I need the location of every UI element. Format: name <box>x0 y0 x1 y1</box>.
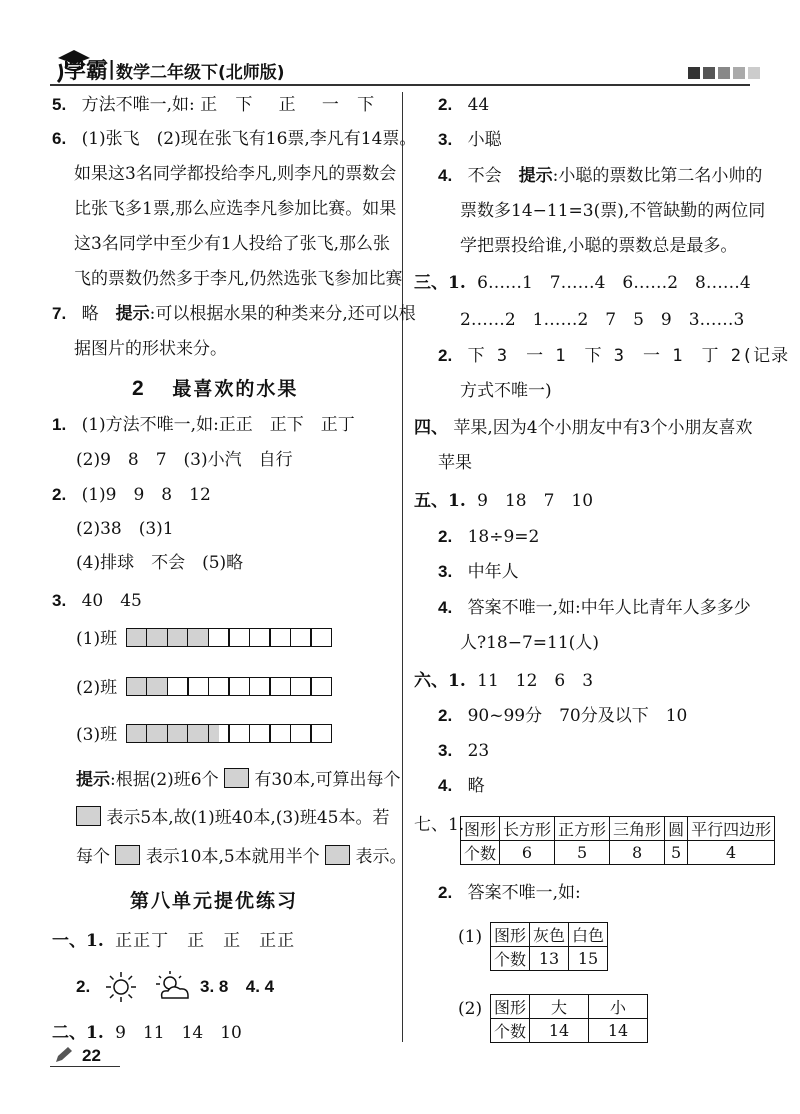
tally-marks: 正 下 正 一 下 <box>200 95 376 115</box>
table-cell: 4 <box>688 841 775 865</box>
class-1-label: (1)班 <box>76 629 118 649</box>
table-cell: 小 <box>589 995 648 1019</box>
bar-cell <box>146 724 168 743</box>
bar-cell <box>269 724 291 743</box>
unit-answer-2: 2. <box>76 977 91 996</box>
r-section-3-line: 2……2 1……2 7 5 9 3……3 <box>460 310 745 330</box>
table-cell: 个数 <box>491 1019 530 1043</box>
bar-cell <box>290 677 312 696</box>
bar-cell <box>187 628 209 647</box>
table-cell: 白色 <box>569 923 608 947</box>
unit-answer-3-4: 3. 8 4. 4 <box>200 977 275 996</box>
table-row <box>491 995 648 1019</box>
header-squares <box>688 67 760 79</box>
column-divider <box>402 92 403 1042</box>
pencil-icon <box>54 1046 74 1064</box>
s2-answer-2-line: (2)38 (3)1 <box>76 519 174 539</box>
table-cell: 三角形 <box>610 817 665 841</box>
header-square <box>733 67 745 79</box>
bar-cell-swatch <box>224 768 249 788</box>
r-section-6-answer-4: 4. 略 <box>438 776 485 796</box>
s2-answer-1-line: (2)9 8 7 (3)小汽 自行 <box>76 450 293 470</box>
bar-cell <box>249 677 271 696</box>
table-cell: 图形 <box>491 923 530 947</box>
bar-cell <box>310 724 332 743</box>
r-section-5-answer-4-line: 人?18−7=11(人) <box>460 633 599 653</box>
hint-line-3: 每个 表示10本,5本就用半个 表示。 <box>76 847 407 867</box>
table-cell: 个数 <box>461 841 500 865</box>
bar-cell <box>290 628 312 647</box>
table-2-label: (2) <box>458 999 483 1019</box>
r-answer-3: 3. 小聪 <box>438 130 502 150</box>
table-cell: 15 <box>569 947 608 971</box>
table-cell: 图形 <box>491 995 530 1019</box>
table-cell: 平行四边形 <box>688 817 775 841</box>
bar-cell <box>146 677 168 696</box>
r-answer-4: 4. 不会 提示:小聪的票数比第二名小帅的 <box>438 166 763 186</box>
r-section-5-answer-1: 五、1. 9 18 7 10 <box>414 491 594 511</box>
bar-cell <box>228 628 250 647</box>
bar-cell <box>208 677 230 696</box>
table-cell: 图形 <box>461 817 500 841</box>
header-square <box>718 67 730 79</box>
answer-6-line: 飞的票数仍然多于李凡,仍然选张飞参加比赛 <box>74 269 403 289</box>
page-number: 22 <box>82 1046 101 1065</box>
r-section-5-answer-4: 4. 答案不唯一,如:中年人比青年人多多少 <box>438 598 751 618</box>
header-square <box>688 67 700 79</box>
unit-8-title: 第八单元提优练习 <box>130 890 299 912</box>
footer-rule <box>50 1066 120 1067</box>
size-count-table <box>490 994 648 1043</box>
bar-cell <box>228 677 250 696</box>
r-answer-4-line: 学把票投给谁,小聪的票数总是最多。 <box>460 236 738 256</box>
bar-cell <box>167 628 189 647</box>
table-cell: 8 <box>610 841 665 865</box>
table-cell: 5 <box>555 841 610 865</box>
class-2-bar <box>127 677 332 696</box>
r-section-3-answer-2: 2. 下 3 一 1 下 3 一 1 丁 2(记录 <box>438 346 790 366</box>
table-cell: 长方形 <box>500 817 555 841</box>
header-square <box>703 67 715 79</box>
hint-line-2: 表示5本,故(1)班40本,(3)班45本。若 <box>76 806 389 829</box>
table-cell: 正方形 <box>555 817 610 841</box>
r-answer-2: 2. 44 <box>438 95 490 115</box>
r-section-4: 四、 苹果,因为4个小朋友中有3个小朋友喜欢 <box>414 418 753 438</box>
class-3-bar <box>127 724 332 743</box>
r-section-5-answer-3: 3. 中年人 <box>438 562 519 582</box>
header-square <box>748 67 760 79</box>
color-count-table <box>490 922 608 971</box>
class-1-bar <box>127 628 332 647</box>
bar-cell <box>126 677 148 696</box>
answer-6: 6. (1)张飞 (2)现在张飞有16票,李凡有14票。 <box>52 129 417 149</box>
bar-cell <box>249 628 271 647</box>
table-row <box>491 1019 648 1043</box>
table-cell: 5 <box>665 841 688 865</box>
unit-answer-1: 一、1. 正正丁 正 正 正正 <box>52 931 296 951</box>
table-cell: 13 <box>530 947 569 971</box>
bar-cell <box>269 628 291 647</box>
table-cell: 圆 <box>665 817 688 841</box>
bar-cell <box>187 724 209 743</box>
r-section-6-answer-2: 2. 90~99分 70分及以下 10 <box>438 706 688 726</box>
s2-answer-1: 1. (1)方法不唯一,如:正正 正下 正丁 <box>52 415 355 435</box>
bar-cell <box>310 628 332 647</box>
bar-cell <box>167 724 189 743</box>
bar-cell <box>208 724 230 743</box>
answer-7: 7. 略 提示:可以根据水果的种类来分,还可以根 <box>52 304 416 324</box>
answer-6-line: 这3名同学中至少有1人投给了张飞,那么张 <box>74 234 391 254</box>
table-cell: 14 <box>530 1019 589 1043</box>
bar-cell <box>290 724 312 743</box>
bar-cell <box>208 628 230 647</box>
cloud-sun-icon <box>154 970 194 1004</box>
r-section-3-answer-1: 三、1. 6……1 7……4 6……2 8……4 <box>414 273 751 293</box>
bar-cell <box>126 724 148 743</box>
table-cell: 灰色 <box>530 923 569 947</box>
bar-cell <box>187 677 209 696</box>
answer-5: 5. 方法不唯一,如: 正 下 正 一 下 <box>52 95 376 115</box>
answer-6-line: 比张飞多1票,那么应选李凡参加比赛。如果 <box>74 199 397 219</box>
class-2-label: (2)班 <box>76 678 118 698</box>
bar-cell <box>146 628 168 647</box>
header-rule <box>50 84 750 86</box>
unit-section-2-answer-1: 二、1. 9 11 14 10 <box>52 1023 242 1043</box>
table-1-label: (1) <box>458 927 483 947</box>
logo-text: 学霸 <box>64 59 109 84</box>
table-cell: 个数 <box>491 947 530 971</box>
r-answer-4-line: 票数多14−11=3(票),不管缺勤的两位同 <box>460 201 766 221</box>
bar-cell-swatch <box>115 845 140 865</box>
table-cell: 14 <box>589 1019 648 1043</box>
header-divider: | <box>108 56 116 80</box>
table-cell: 6 <box>500 841 555 865</box>
book-title: 数学二年级下(北师版) <box>116 63 285 83</box>
section-2-title: 2 最喜欢的水果 <box>132 377 299 400</box>
bar-cell <box>310 677 332 696</box>
bar-cell-swatch <box>76 806 101 826</box>
r-section-7-num: 七、1. <box>414 815 465 835</box>
s2-answer-2: 2. (1)9 9 8 12 <box>52 485 211 505</box>
shape-count-table <box>460 816 775 865</box>
r-section-7-answer-2: 2. 答案不唯一,如: <box>438 883 581 903</box>
bar-cell <box>228 724 250 743</box>
r-section-5-answer-2: 2. 18÷9=2 <box>438 527 540 547</box>
sun-icon <box>104 970 138 1004</box>
table-row <box>491 923 608 947</box>
s2-answer-3: 3. 40 45 <box>52 591 142 611</box>
table-row <box>461 841 775 865</box>
bar-cell-swatch <box>325 845 350 865</box>
bar-cell <box>167 677 189 696</box>
bar-cell <box>269 677 291 696</box>
bar-cell <box>249 724 271 743</box>
s2-answer-2-line: (4)排球 不会 (5)略 <box>76 553 244 573</box>
r-section-6-answer-3: 3. 23 <box>438 741 490 761</box>
table-cell: 大 <box>530 995 589 1019</box>
r-section-3-answer-2-line: 方式不唯一) <box>460 381 552 401</box>
answer-6-line: 如果这3名同学都投给李凡,则李凡的票数会 <box>74 164 397 184</box>
bar-cell <box>126 628 148 647</box>
r-section-6-answer-1: 六、1. 11 12 6 3 <box>414 671 594 691</box>
answer-7-line: 据图片的形状来分。 <box>74 339 227 359</box>
table-row <box>491 947 608 971</box>
r-section-4-line: 苹果 <box>438 453 472 473</box>
hint-line-1: 提示:根据(2)班6个 有30本,可算出每个 <box>76 770 401 790</box>
table-row <box>461 817 775 841</box>
class-3-label: (3)班 <box>76 725 118 745</box>
